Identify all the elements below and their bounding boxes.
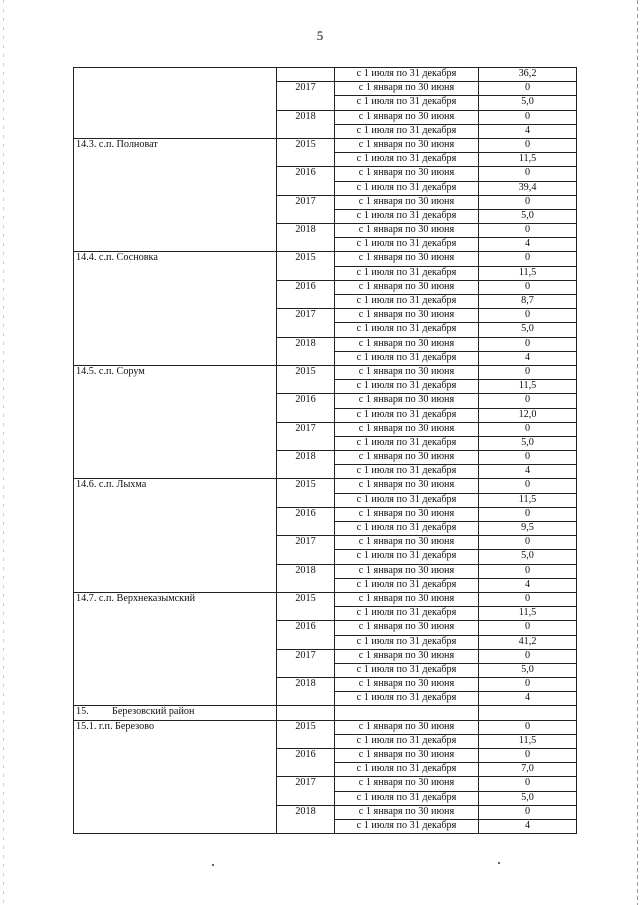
year-cell: 2016	[277, 749, 335, 777]
region-name: Березовский район	[112, 706, 195, 718]
table-row	[74, 68, 577, 82]
rate-cell: 0	[479, 749, 577, 763]
year-cell: 2015	[277, 592, 335, 620]
year-cell: 2017	[277, 82, 335, 110]
period-cell: с 1 июля по 31 декабря	[335, 68, 479, 82]
scan-speck	[212, 864, 214, 866]
period-cell: с 1 июля по 31 декабря	[335, 209, 479, 223]
period-cell: с 1 июля по 31 декабря	[335, 436, 479, 450]
rate-cell: 4	[479, 238, 577, 252]
period-cell: с 1 июля по 31 декабря	[335, 550, 479, 564]
period-cell: с 1 июля по 31 декабря	[335, 408, 479, 422]
scan-edge-left	[3, 0, 4, 905]
rate-cell: 0	[479, 394, 577, 408]
rate-cell: 0	[479, 564, 577, 578]
rate-cell: 4	[479, 465, 577, 479]
period-cell: с 1 июля по 31 декабря	[335, 465, 479, 479]
rate-cell: 0	[479, 777, 577, 791]
year-cell: 2017	[277, 777, 335, 805]
year-cell: 2017	[277, 649, 335, 677]
rate-cell: 0	[479, 422, 577, 436]
settlement-name: 14.7. с.п. Верхнеказымский	[74, 592, 277, 706]
rate-cell: 8,7	[479, 295, 577, 309]
rate-cell: 36,2	[479, 68, 577, 82]
rate-cell: 0	[479, 805, 577, 819]
year-cell: 2018	[277, 678, 335, 706]
period-cell: с 1 июля по 31 декабря	[335, 635, 479, 649]
period-cell: с 1 июля по 31 декабря	[335, 607, 479, 621]
period-cell: с 1 июля по 31 декабря	[335, 153, 479, 167]
scan-edge-right	[637, 0, 638, 905]
settlement-name: 14.5. с.п. Сорум	[74, 365, 277, 479]
rate-cell: 0	[479, 252, 577, 266]
rate-cell: 11,5	[479, 493, 577, 507]
period-cell: с 1 июля по 31 декабря	[335, 380, 479, 394]
period-cell: с 1 января по 30 июня	[335, 564, 479, 578]
rate-cell: 0	[479, 138, 577, 152]
year-cell: 2018	[277, 337, 335, 365]
rate-cell: 11,5	[479, 607, 577, 621]
year-cell: 2017	[277, 195, 335, 223]
year-cell: 2018	[277, 224, 335, 252]
year-cell: 2018	[277, 451, 335, 479]
year-cell	[277, 68, 335, 82]
rate-cell: 5,0	[479, 209, 577, 223]
settlement-name: 14.4. с.п. Сосновка	[74, 252, 277, 366]
period-cell: с 1 июля по 31 декабря	[335, 763, 479, 777]
rate-cell: 0	[479, 479, 577, 493]
table-row	[74, 138, 577, 152]
year-cell: 2016	[277, 280, 335, 308]
year-cell: 2015	[277, 479, 335, 507]
rate-cell: 5,0	[479, 96, 577, 110]
period-cell: с 1 июля по 31 декабря	[335, 295, 479, 309]
rate-cell: 11,5	[479, 380, 577, 394]
period-cell: с 1 января по 30 июня	[335, 252, 479, 266]
table-row	[74, 365, 577, 379]
rate-cell: 0	[479, 110, 577, 124]
rate-cell: 11,5	[479, 266, 577, 280]
period-cell: с 1 июля по 31 декабря	[335, 266, 479, 280]
rate-cell: 4	[479, 124, 577, 138]
period-cell: с 1 января по 30 июня	[335, 649, 479, 663]
rate-cell: 0	[479, 720, 577, 734]
year-cell: 2018	[277, 564, 335, 592]
period-cell: с 1 июля по 31 декабря	[335, 734, 479, 748]
period-cell: с 1 января по 30 июня	[335, 365, 479, 379]
period-cell: с 1 января по 30 июня	[335, 621, 479, 635]
year-cell: 2015	[277, 720, 335, 748]
period-cell: с 1 июля по 31 декабря	[335, 819, 479, 833]
year-cell: 2016	[277, 167, 335, 195]
rate-cell: 4	[479, 351, 577, 365]
rate-cell: 0	[479, 649, 577, 663]
empty-cell	[277, 706, 335, 720]
period-cell: с 1 января по 30 июня	[335, 110, 479, 124]
table-row	[74, 592, 577, 606]
rate-cell: 9,5	[479, 522, 577, 536]
rate-cell: 0	[479, 82, 577, 96]
rate-cell: 4	[479, 692, 577, 706]
rate-cell: 0	[479, 224, 577, 238]
year-cell: 2015	[277, 138, 335, 166]
rate-cell: 0	[479, 451, 577, 465]
rate-cell: 7,0	[479, 763, 577, 777]
period-cell: с 1 января по 30 июня	[335, 720, 479, 734]
region-number: 15.	[76, 706, 89, 718]
period-cell: с 1 июля по 31 декабря	[335, 124, 479, 138]
period-cell: с 1 января по 30 июня	[335, 451, 479, 465]
rate-cell: 0	[479, 337, 577, 351]
period-cell: с 1 января по 30 июня	[335, 337, 479, 351]
rate-cell: 0	[479, 195, 577, 209]
rate-cell: 5,0	[479, 323, 577, 337]
rate-cell: 5,0	[479, 550, 577, 564]
empty-cell	[335, 706, 479, 720]
year-cell: 2015	[277, 252, 335, 280]
year-cell: 2016	[277, 394, 335, 422]
period-cell: с 1 июля по 31 декабря	[335, 522, 479, 536]
period-cell: с 1 января по 30 июня	[335, 167, 479, 181]
period-cell: с 1 января по 30 июня	[335, 749, 479, 763]
period-cell: с 1 июля по 31 декабря	[335, 238, 479, 252]
rate-cell: 0	[479, 309, 577, 323]
rate-cell: 0	[479, 536, 577, 550]
year-cell: 2016	[277, 621, 335, 649]
rate-cell: 5,0	[479, 663, 577, 677]
rate-cell: 11,5	[479, 734, 577, 748]
year-cell: 2017	[277, 536, 335, 564]
rate-cell: 39,4	[479, 181, 577, 195]
period-cell: с 1 января по 30 июня	[335, 394, 479, 408]
table-row	[74, 720, 577, 734]
table-row	[74, 252, 577, 266]
period-cell: с 1 января по 30 июня	[335, 678, 479, 692]
rate-cell: 0	[479, 365, 577, 379]
rate-cell: 4	[479, 819, 577, 833]
period-cell: с 1 января по 30 июня	[335, 82, 479, 96]
year-cell: 2015	[277, 365, 335, 393]
rate-cell: 0	[479, 621, 577, 635]
rate-cell: 0	[479, 167, 577, 181]
settlement-name	[74, 68, 277, 139]
period-cell: с 1 июля по 31 декабря	[335, 96, 479, 110]
rate-cell: 0	[479, 592, 577, 606]
year-cell: 2017	[277, 309, 335, 337]
rate-cell: 11,5	[479, 153, 577, 167]
rate-cell: 5,0	[479, 436, 577, 450]
table-row-region	[74, 706, 577, 720]
period-cell: с 1 июля по 31 декабря	[335, 791, 479, 805]
rate-cell: 0	[479, 507, 577, 521]
year-cell: 2017	[277, 422, 335, 450]
period-cell: с 1 июля по 31 декабря	[335, 663, 479, 677]
period-cell: с 1 июля по 31 декабря	[335, 493, 479, 507]
rate-cell: 0	[479, 678, 577, 692]
empty-cell	[479, 706, 577, 720]
period-cell: с 1 января по 30 июня	[335, 536, 479, 550]
scan-speck	[498, 862, 500, 864]
period-cell: с 1 июля по 31 декабря	[335, 181, 479, 195]
rate-cell: 5,0	[479, 791, 577, 805]
period-cell: с 1 января по 30 июня	[335, 592, 479, 606]
period-cell: с 1 января по 30 июня	[335, 805, 479, 819]
period-cell: с 1 июля по 31 декабря	[335, 578, 479, 592]
period-cell: с 1 января по 30 июня	[335, 224, 479, 238]
period-cell: с 1 июля по 31 декабря	[335, 323, 479, 337]
period-cell: с 1 января по 30 июня	[335, 777, 479, 791]
period-cell: с 1 января по 30 июня	[335, 479, 479, 493]
period-cell: с 1 января по 30 июня	[335, 195, 479, 209]
year-cell: 2018	[277, 110, 335, 138]
year-cell: 2016	[277, 507, 335, 535]
page-number: 5	[316, 28, 324, 43]
table-row	[74, 479, 577, 493]
period-cell: с 1 января по 30 июня	[335, 138, 479, 152]
period-cell: с 1 января по 30 июня	[335, 507, 479, 521]
region-heading	[74, 706, 277, 720]
rate-cell: 12,0	[479, 408, 577, 422]
settlement-name: 15.1. г.п. Березово	[74, 720, 277, 834]
settlement-name: 14.6. с.п. Лыхма	[74, 479, 277, 593]
rate-cell: 41,2	[479, 635, 577, 649]
year-cell: 2018	[277, 805, 335, 833]
period-cell: с 1 января по 30 июня	[335, 309, 479, 323]
period-cell: с 1 июля по 31 декабря	[335, 351, 479, 365]
tariff-table	[73, 67, 577, 834]
period-cell: с 1 января по 30 июня	[335, 422, 479, 436]
rate-cell: 4	[479, 578, 577, 592]
period-cell: с 1 июля по 31 декабря	[335, 692, 479, 706]
settlement-name: 14.3. с.п. Полноват	[74, 138, 277, 252]
period-cell: с 1 января по 30 июня	[335, 280, 479, 294]
rate-cell: 0	[479, 280, 577, 294]
